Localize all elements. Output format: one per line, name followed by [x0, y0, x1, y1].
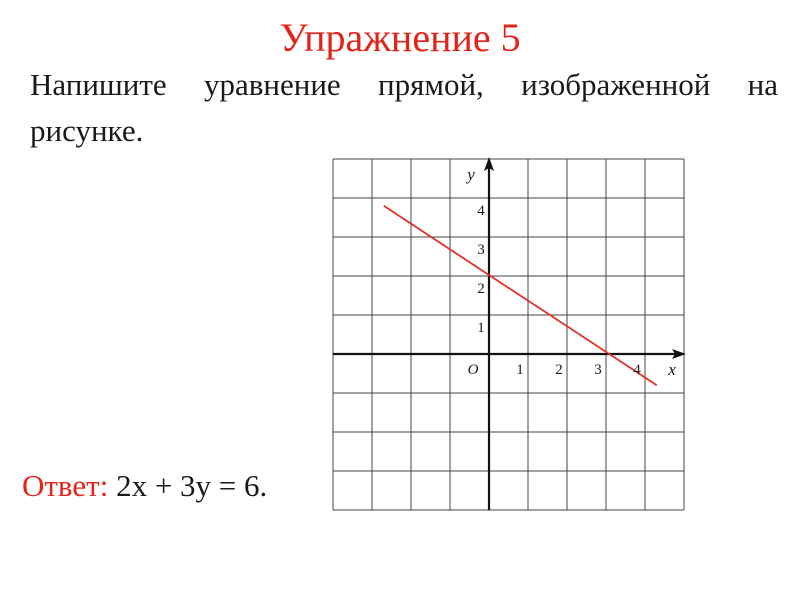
y-tick-label: 2: [477, 281, 485, 297]
line-2x-3y-6: [384, 206, 657, 385]
x-tick-label: 1: [516, 362, 524, 378]
grid: [333, 159, 684, 510]
answer-equation: 2x + 3y = 6.: [116, 468, 268, 503]
answer-label: Ответ:: [22, 468, 109, 503]
data-lines: [384, 206, 657, 385]
x-axis-label: x: [668, 360, 676, 379]
origin-label: O: [467, 362, 479, 378]
x-tick-label: 2: [555, 362, 563, 378]
axes: [333, 157, 686, 510]
y-tick-label: 3: [477, 242, 485, 258]
slide-title: Упражнение 5: [279, 15, 521, 60]
coordinate-plane: [325, 155, 695, 515]
x-tick-label: 4: [633, 362, 641, 378]
y-tick-label: 1: [477, 320, 485, 336]
answer: [22, 466, 267, 506]
y-axis-label: y: [467, 165, 475, 184]
task-text: Напишите уравнение прямой, изображенной на рисунке.: [30, 67, 778, 148]
y-tick-label: 4: [477, 203, 485, 219]
x-tick-label: 3: [594, 362, 602, 378]
